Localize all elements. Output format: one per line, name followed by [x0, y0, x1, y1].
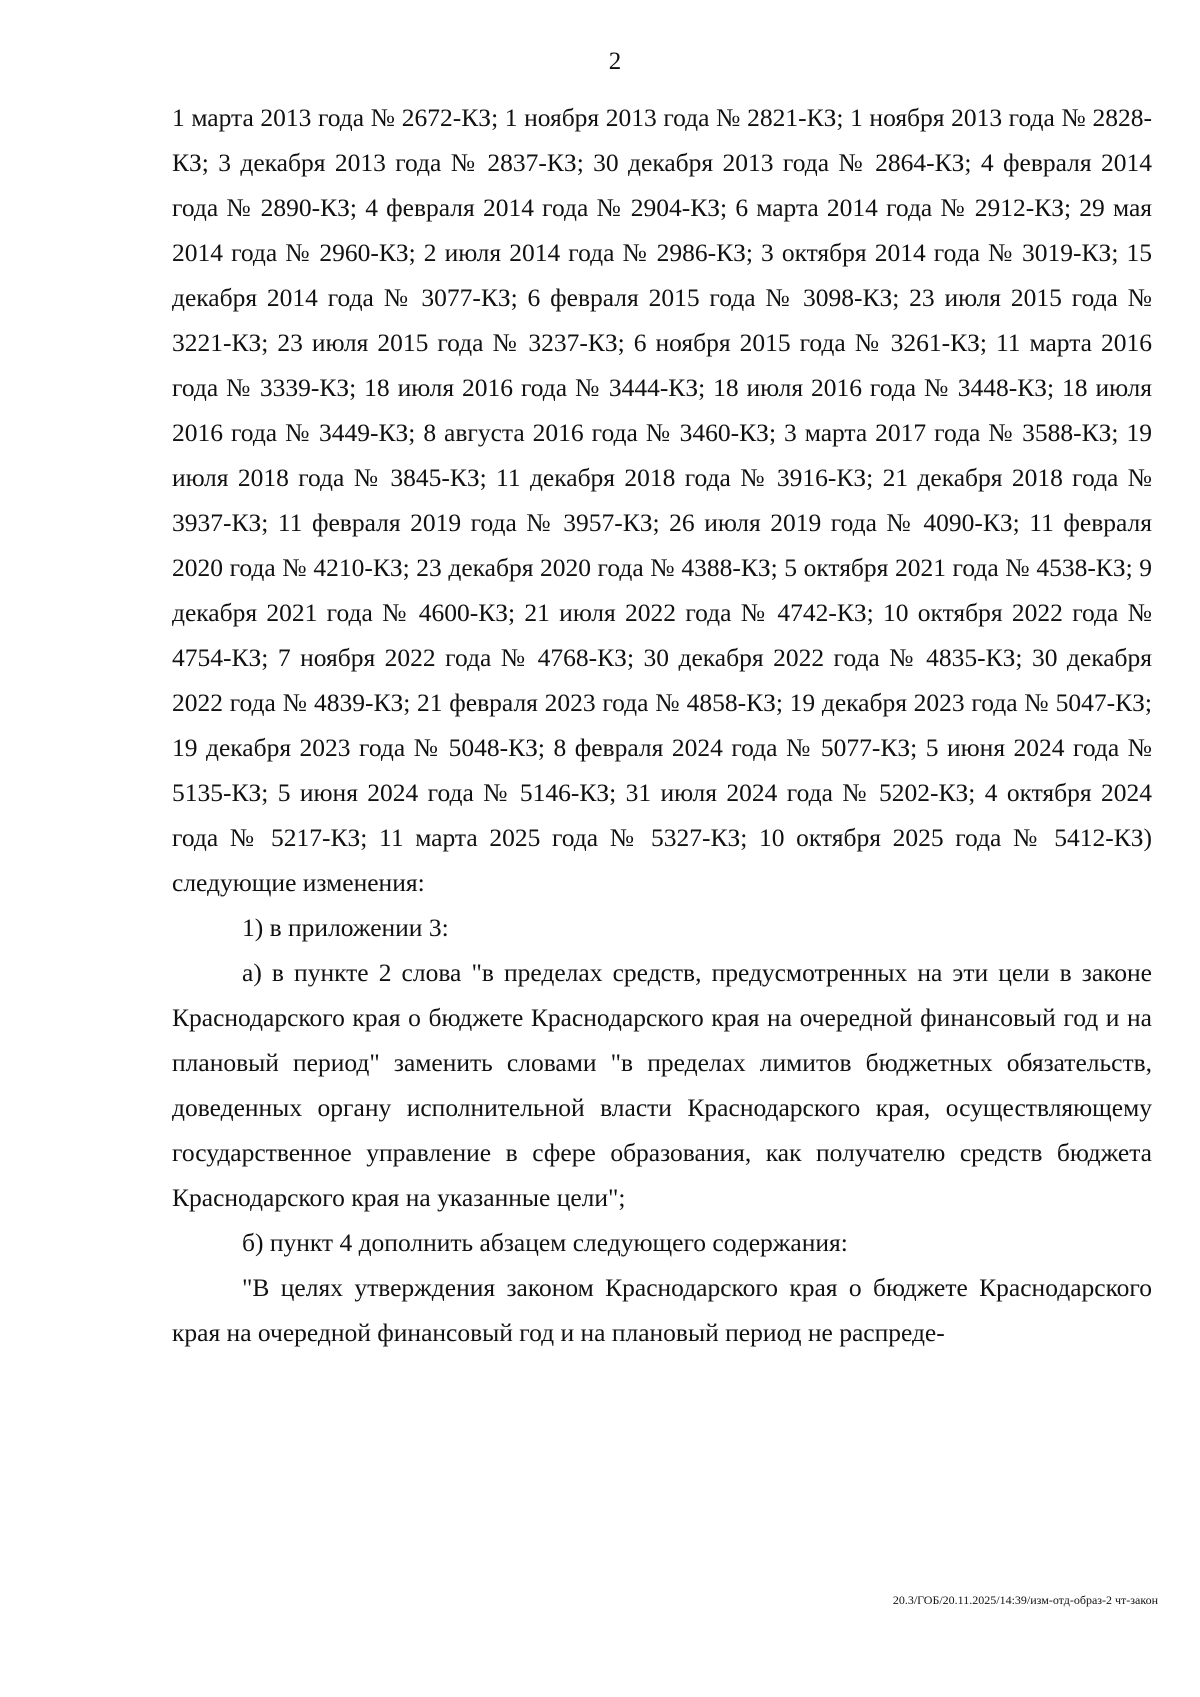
footer-document-code: 20.3/ГОБ/20.11.2025/14:39/изм-отд-образ-2 чт-закон: [892, 1593, 1158, 1607]
page-number: 2: [608, 48, 622, 75]
paragraph-amendment-list: 1 марта 2013 года № 2672-КЗ; 1 ноября 2013 года № 2821-КЗ; 1 ноября 2013 года № 2828-КЗ; 3 декабря 2013 года № 2837-КЗ; 30 декабря 2013 года № 2864-КЗ; 4 февраля 2014 года № 2890-КЗ; 4 февраля 2014 года № 2904-КЗ; 6 марта 2014 года № 2912-КЗ; 29 мая 2014 года № 2960-КЗ; 2 июля 2014 года № 2986-КЗ; 3 октября 2014 года № 3019-КЗ; 15 декабря 2014 года № 3077-КЗ; 6 февраля 2015 года № 3098-КЗ; 23 июля 2015 года № 3221-КЗ; 23 июля 2015 года № 3237-КЗ; 6 ноября 2015 года № 3261-КЗ; 11 марта 2016 года № 3339-КЗ; 18 июля 2016 года № 3444-КЗ; 18 июля 2016 года № 3448-КЗ; 18 июля 2016 года № 3449-КЗ; 8 августа 2016 года № 3460-КЗ; 3 марта 2017 года № 3588-КЗ; 19 июля 2018 года № 3845-КЗ; 11 декабря 2018 года № 3916-КЗ; 21 декабря 2018 года № 3937-КЗ; 11 февраля 2019 года № 3957-КЗ; 26 июля 2019 года № 4090-КЗ; 11 февраля 2020 года № 4210-КЗ; 23 декабря 2020 года № 4388-КЗ; 5 октября 2021 года № 4538-КЗ; 9 декабря 2021 года № 4600-КЗ; 21 июля 2022 года № 4742-КЗ; 10 октября 2022 года № 4754-КЗ; 7 ноября 2022 года № 4768-КЗ; 30 декабря 2022 года № 4835-КЗ; 30 декабря 2022 года № 4839-КЗ; 21 февраля 2023 года № 4858-КЗ; 19 декабря 2023 года № 5047-КЗ; 19 декабря 2023 года № 5048-КЗ; 8 февраля 2024 года № 5077-КЗ; 5 июня 2024 года № 5135-КЗ; 5 июня 2024 года № 5146-КЗ; 31 июля 2024 года № 5202-КЗ; 4 октября 2024 года № 5217-КЗ; 11 марта 2025 года № 5327-КЗ; 10 октября 2025 года № 5412-КЗ) следующие изменения:: [172, 103, 1152, 897]
paragraph-quoted-text: "В целях утверждения законом Краснодарского края о бюджете Краснодарского края на очередной финансовый год и на плановый период не распреде-: [172, 1273, 1152, 1347]
paragraph-subitem-a: а) в пункте 2 слова "в пределах средств, предусмотренных на эти цели в законе Краснодарского края о бюджете Краснодарского края на очередной финансовый год и на плановый период" заменить словами "в пределах лимитов бюджетных обязательств, доведенных органу исполнительной власти Краснодарского края, осуществляющему государственное управление в сфере образования, как получателю средств бюджета Краснодарского края на указанные цели";: [172, 958, 1152, 1212]
document-body: [172, 95, 1152, 1355]
paragraph-item-1: 1) в приложении 3:: [242, 913, 449, 942]
paragraph-subitem-b: б) пункт 4 дополнить абзацем следующего содержания:: [242, 1228, 848, 1257]
